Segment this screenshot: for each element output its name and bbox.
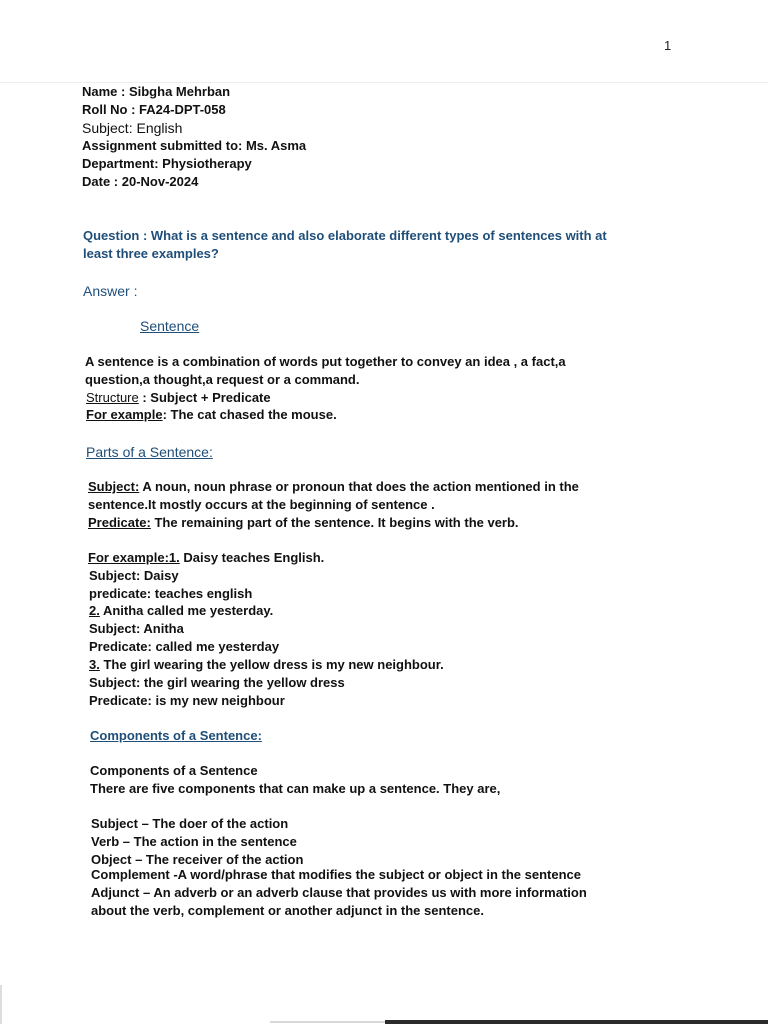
scan-edge	[0, 985, 2, 1024]
example-2-text: Anitha called me yesterday.	[99, 603, 274, 618]
example-1-text: Daisy teaches English.	[179, 550, 325, 565]
scan-bottom-shadow	[270, 1021, 385, 1023]
example-3-subject: Subject: the girl wearing the yellow dress	[89, 675, 345, 690]
page-divider	[0, 82, 768, 83]
example-1	[88, 550, 324, 566]
definition-line-2: question,a thought,a request or a command.	[85, 372, 360, 387]
structure-text: : Subject + Predicate	[138, 390, 271, 405]
component-object: Object – The receiver of the action	[91, 852, 304, 867]
components-intro: There are five components that can make up a sentence. They are,	[90, 781, 501, 796]
component-subject: Subject – The doer of the action	[91, 816, 289, 831]
scan-bottom-edge	[385, 1020, 768, 1024]
predicate-label: Predicate:	[88, 515, 151, 530]
predicate-definition	[88, 515, 519, 531]
example-text: : The cat chased the mouse.	[162, 407, 337, 422]
example-1-subject: Subject: Daisy	[89, 568, 179, 583]
assignment-line: Assignment submitted to: Ms. Asma	[82, 138, 307, 153]
example-3	[89, 657, 444, 673]
structure-line	[86, 390, 271, 406]
subject-line: Subject: English	[82, 120, 183, 136]
question-line-1: Question : What is a sentence and also elaborate different types of sentences with at	[83, 228, 607, 243]
components-heading: Components of a Sentence:	[90, 728, 262, 743]
subject-definition-line-2: sentence.It mostly occurs at the beginning of sentence .	[88, 497, 435, 512]
predicate-text: The remaining part of the sentence. It begins with the verb.	[150, 515, 519, 530]
examples-label: For example:1.	[88, 550, 180, 565]
date-line: Date : 20-Nov-2024	[82, 174, 199, 189]
page-number: 1	[664, 38, 672, 53]
component-adjunct-line-1: Adjunct – An adverb or an adverb clause that provides us with more information	[91, 885, 587, 900]
example-3-predicate: Predicate: is my new neighbour	[89, 693, 285, 708]
component-adjunct-line-2: about the verb, complement or another adjunct in the sentence.	[91, 903, 484, 918]
example-3-text: The girl wearing the yellow dress is my new neighbour.	[99, 657, 444, 672]
definition-line-1: A sentence is a combination of words put together to convey an idea , a fact,a	[85, 354, 566, 369]
answer-label: Answer :	[83, 283, 138, 299]
components-title: Components of a Sentence	[90, 763, 258, 778]
student-name: Name : Sibgha Mehrban	[82, 84, 231, 99]
component-verb: Verb – The action in the sentence	[91, 834, 297, 849]
sentence-heading: Sentence	[140, 318, 200, 334]
question-line-2: least three examples?	[83, 246, 219, 261]
subject-label: Subject:	[88, 479, 140, 494]
definition-example-line	[86, 407, 337, 423]
subject-definition-line-1	[88, 479, 579, 495]
department-line: Department: Physiotherapy	[82, 156, 252, 171]
example-label: For example	[86, 407, 163, 422]
structure-label: Structure	[86, 390, 139, 405]
parts-heading: Parts of a Sentence:	[86, 444, 213, 460]
example-3-number: 3.	[89, 657, 100, 672]
subject-text: A noun, noun phrase or pronoun that does the action mentioned in the	[139, 479, 579, 494]
example-1-predicate: predicate: teaches english	[89, 586, 253, 601]
example-2-number: 2.	[89, 603, 100, 618]
roll-number: Roll No : FA24-DPT-058	[82, 102, 226, 117]
example-2-subject: Subject: Anitha	[89, 621, 184, 636]
example-2-predicate: Predicate: called me yesterday	[89, 639, 280, 654]
example-2	[89, 603, 273, 619]
component-complement: Complement -A word/phrase that modifies the subject or object in the sentence	[91, 867, 581, 882]
